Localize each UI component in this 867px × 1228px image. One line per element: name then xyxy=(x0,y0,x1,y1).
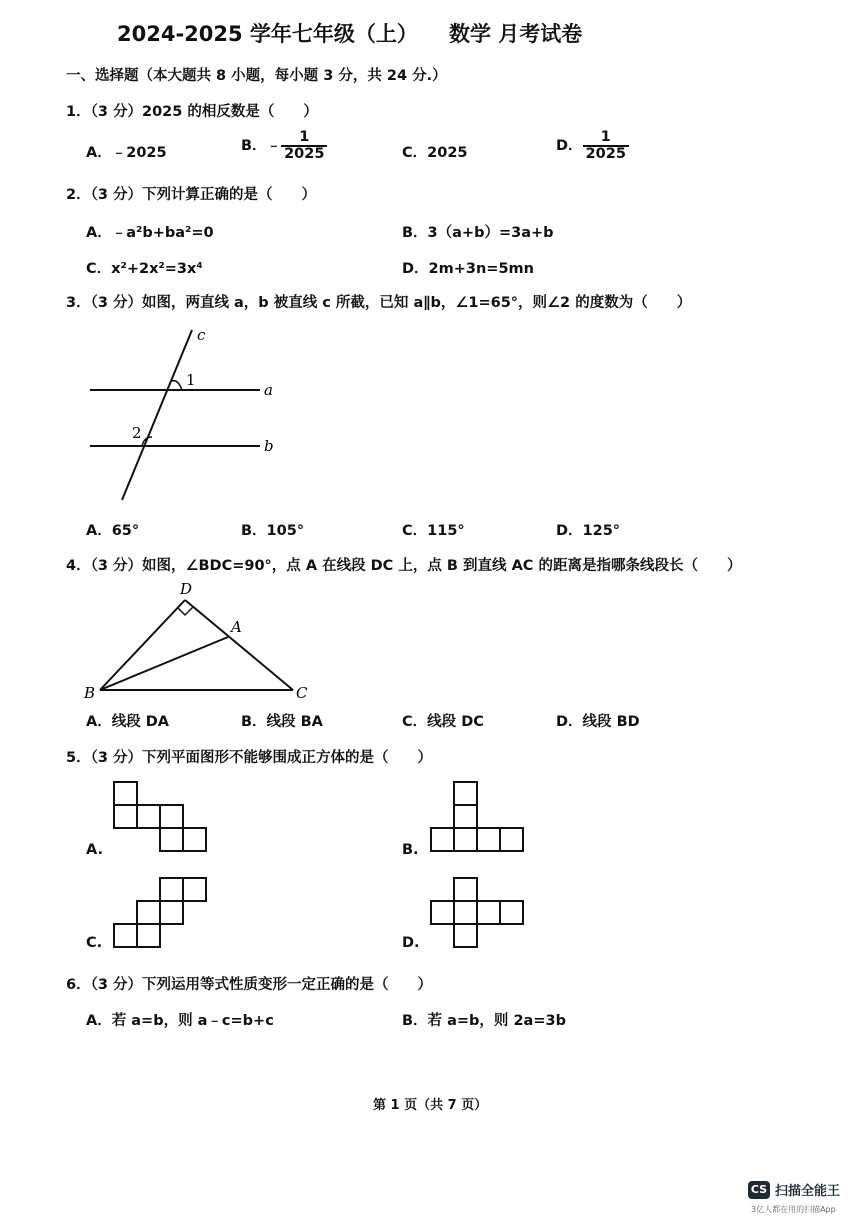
q5-option-b: B. xyxy=(402,842,419,858)
q6-option-b: B．若 a=b，则 2a=3b xyxy=(402,1013,566,1029)
scanner-logo-icon: CS xyxy=(748,1181,770,1199)
q5-option-c: C. xyxy=(86,935,103,951)
label-a: a xyxy=(264,381,273,399)
q1-option-a-label: A． xyxy=(86,145,112,161)
q1-option-a-text: ﹣2025 xyxy=(111,145,167,161)
fraction-numerator: 1 xyxy=(600,129,611,145)
label-angle-1: 1 xyxy=(186,371,196,389)
section-heading: 一、选择题（本大题共 8 小题，每小题 3 分，共 24 分.） xyxy=(66,68,447,84)
q3-option-c: C．115° xyxy=(402,523,465,539)
fraction-denominator: 2025 xyxy=(281,145,327,162)
net-c xyxy=(114,878,206,947)
q1-option-c-label: C． xyxy=(402,145,428,161)
q5-option-a: A. xyxy=(86,842,103,858)
scanner-name: 扫描全能王 xyxy=(775,1184,841,1199)
label-point-B: B xyxy=(84,684,96,702)
question-3-stem: 3．（3 分）如图，两直线 a，b 被直线 c 所截，已知 a∥b，∠1=65°，则∠2 的度数为（ ） xyxy=(66,295,692,311)
label-point-C: C xyxy=(296,684,308,702)
label-point-A: A xyxy=(231,618,242,636)
q1-option-b-sign: ﹣ xyxy=(266,138,282,155)
q1-option-c-text: 2025 xyxy=(427,145,468,161)
question-1-stem: 1．（3 分）2025 的相反数是（ ） xyxy=(66,104,318,120)
q1-option-d-label: D． xyxy=(556,138,583,155)
net-d xyxy=(431,878,523,947)
scanner-watermark xyxy=(748,1180,840,1199)
question-4-stem: 4．（3 分）如图，∠BDC=90°，点 A 在线段 DC 上，点 B 到直线 AC 的距离是指哪条线段长（ ） xyxy=(66,558,742,574)
q2-option-c: C．x²+2x²=3x⁴ xyxy=(86,261,203,277)
scanner-tagline: 3亿人都在用的扫描App xyxy=(751,1205,836,1214)
q4-option-a: A．线段 DA xyxy=(86,714,170,730)
net-a xyxy=(114,782,206,851)
q4-option-d: D．线段 BD xyxy=(556,714,640,730)
q1-option-b-label: B． xyxy=(241,138,267,155)
exam-title-right: 数学 月考试卷 xyxy=(449,22,583,46)
label-b: b xyxy=(264,437,274,455)
q3-option-d: D．125° xyxy=(556,523,621,539)
q4-option-b: B．线段 BA xyxy=(241,714,323,730)
label-angle-2: 2 xyxy=(132,424,142,442)
fraction-numerator: 1 xyxy=(299,129,310,145)
label-point-D: D xyxy=(180,580,193,598)
q5-option-d: D. xyxy=(402,935,420,951)
q4-option-c: C．线段 DC xyxy=(402,714,484,730)
label-c: c xyxy=(197,326,206,344)
q2-option-d: D．2m+3n=5mn xyxy=(402,261,534,277)
question-5-stem: 5．（3 分）下列平面图形不能够围成正方体的是（ ） xyxy=(66,750,432,766)
q3-option-b: B．105° xyxy=(241,523,305,539)
question-2-stem: 2．（3 分）下列计算正确的是（ ） xyxy=(66,187,316,203)
net-b xyxy=(431,782,523,851)
q6-option-a: A．若 a=b，则 a﹣c=b+c xyxy=(86,1013,274,1029)
q3-option-a: A．65° xyxy=(86,523,140,539)
exam-title-left: 2024-2025 学年七年级（上） xyxy=(117,22,418,46)
fraction-denominator: 2025 xyxy=(583,145,629,162)
page-footer: 第 1 页（共 7 页） xyxy=(373,1098,488,1113)
question-6-stem: 6．（3 分）下列运用等式性质变形一定正确的是（ ） xyxy=(66,977,432,993)
q2-option-a: A．﹣a²b+ba²=0 xyxy=(86,225,214,241)
q2-option-b: B．3（a+b）=3a+b xyxy=(402,225,554,241)
